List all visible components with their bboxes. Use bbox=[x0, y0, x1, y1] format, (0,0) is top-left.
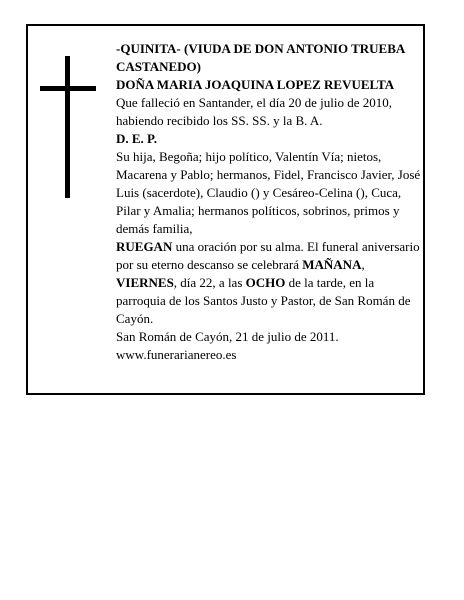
family-list: Su hija, Begoña; hijo político, Valentín Vía; nietos, Macarena y Pablo; hermanos, Fidel, Francisco Javier, José Luis (sacerdote), Claudio () y Cesáreo-Celina (), Cuca, Pilar y Amalia; hermanos políticos, sobrinos, primos y demás familia, bbox=[116, 149, 421, 236]
cross-icon bbox=[40, 56, 96, 198]
manana-label: MAÑANA bbox=[302, 257, 362, 272]
deceased-name: DOÑA MARIA JOAQUINA LOPEZ REVUELTA bbox=[116, 77, 395, 92]
notice-text bbox=[116, 40, 422, 364]
death-info: Que falleció en Santander, el día 20 de julio de 2010, habiendo recibido los SS. SS. y la B. A. bbox=[116, 95, 393, 128]
cross-vertical-bar bbox=[65, 56, 70, 198]
location-text: de la tarde, en la parroquia de los Santos Justo y Pastor, de San Román de Cayón. bbox=[116, 275, 411, 326]
cross-horizontal-bar bbox=[40, 86, 96, 91]
obituary-notice bbox=[26, 24, 425, 395]
prayer-text: una oración por su alma. El funeral aniversario por su eterno descanso se celebrará bbox=[116, 239, 420, 272]
comma-separator: , bbox=[361, 257, 365, 272]
ocho-label: OCHO bbox=[245, 275, 286, 290]
ruegan-label: RUEGAN bbox=[116, 239, 173, 254]
dep-label: D. E. P. bbox=[116, 131, 158, 146]
viernes-label: VIERNES bbox=[116, 275, 174, 290]
place-date: San Román de Cayón, 21 de julio de 2011. bbox=[116, 329, 339, 344]
day-text: , día 22, a las bbox=[173, 275, 246, 290]
nickname-line: -QUINITA- (VIUDA DE DON ANTONIO TRUEBA CASTANEDO) bbox=[116, 41, 405, 74]
funeral-paragraph bbox=[116, 238, 422, 328]
website-text: www.funerarianereo.es bbox=[116, 347, 237, 362]
